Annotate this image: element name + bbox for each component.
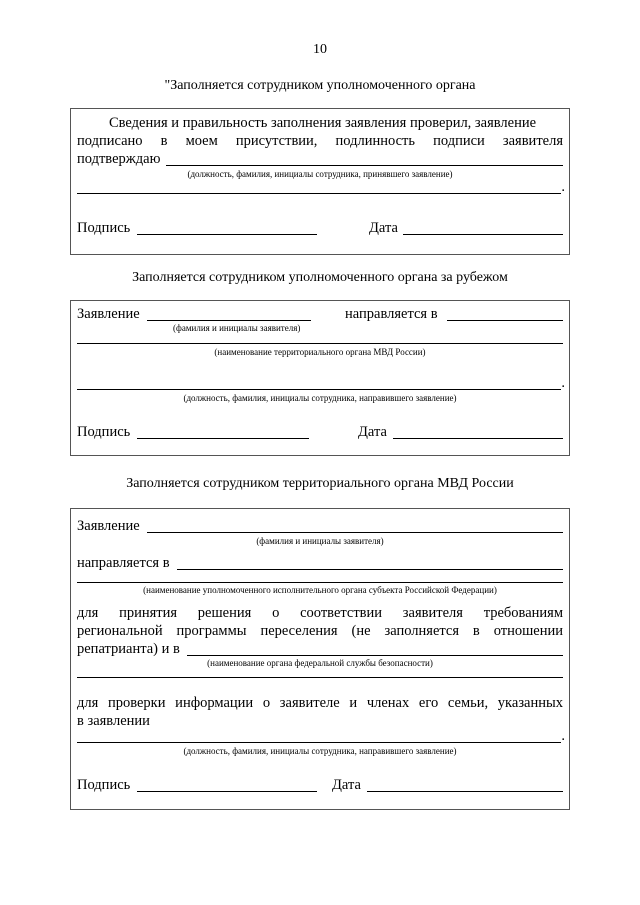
s1-signature-label: Подпись xyxy=(77,220,131,236)
s2-date-label: Дата xyxy=(358,424,387,440)
section3-box xyxy=(70,508,570,810)
s3-position-line[interactable] xyxy=(77,742,561,743)
s2-name-line[interactable] xyxy=(147,320,311,321)
s1-confirm-line[interactable] xyxy=(166,165,563,166)
s2-sent-to-label: направляется в xyxy=(345,306,438,322)
s1-line-end-dot: . xyxy=(561,179,565,195)
s3-signature-line[interactable] xyxy=(137,791,317,792)
section3-heading: Заполняется сотрудником территориального органа МВД России xyxy=(126,476,514,491)
s2-destination-line[interactable] xyxy=(447,320,563,321)
s1-date-line[interactable] xyxy=(403,234,563,235)
s2-date-line[interactable] xyxy=(393,438,563,439)
s1-text-line1: Сведения и правильность заполнения заявления проверил, заявление xyxy=(109,115,537,131)
s2-application-label: Заявление xyxy=(77,306,140,322)
s1-caption-position: (должность, фамилия, инициалы сотрудника, принявшего заявление) xyxy=(187,169,453,179)
s1-position-line[interactable] xyxy=(77,193,561,194)
s1-text-line2: подписано в моем присутствии, подлинность подписи заявителя xyxy=(77,133,563,149)
s1-date-label: Дата xyxy=(369,220,398,236)
s2-caption-territorial: (наименование территориального органа МВД России) xyxy=(214,347,426,357)
s2-caption-name: (фамилия и инициалы заявителя) xyxy=(173,323,301,333)
s3-para1-line3: репатрианта) и в xyxy=(77,641,180,657)
s2-signature-label: Подпись xyxy=(77,424,131,440)
section1-heading: "Заполняется сотрудником уполномоченного органа xyxy=(164,78,476,93)
s3-para2-line2: в заявлении xyxy=(77,713,150,729)
s2-position-line[interactable] xyxy=(77,389,561,390)
s2-signature-line[interactable] xyxy=(137,438,309,439)
section2-box xyxy=(70,300,570,456)
s1-signature-line[interactable] xyxy=(137,234,317,235)
s1-text-line3: подтверждаю xyxy=(77,151,161,167)
s3-destination-line-2[interactable] xyxy=(77,582,563,583)
s3-name-line[interactable] xyxy=(147,532,563,533)
s3-application-label: Заявление xyxy=(77,518,140,534)
section1-box xyxy=(70,108,570,255)
s3-line-end-dot: . xyxy=(561,728,565,744)
s3-caption-position: (должность, фамилия, инициалы сотрудника, направившего заявление) xyxy=(183,746,457,756)
s3-para1-line2: региональной программы переселения (не заполняется в отношении xyxy=(77,623,563,639)
s2-territorial-line[interactable] xyxy=(77,343,563,344)
page-number: 10 xyxy=(313,42,327,57)
s3-destination-line[interactable] xyxy=(177,569,563,570)
s3-sent-to-label: направляется в xyxy=(77,555,170,571)
s3-date-label: Дата xyxy=(332,777,361,793)
s3-security-line[interactable] xyxy=(187,655,563,656)
s3-caption-security: (наименование органа федеральной службы безопасности) xyxy=(207,658,433,668)
s3-caption-name: (фамилия и инициалы заявителя) xyxy=(256,536,384,546)
s3-caption-authorized: (наименование уполномоченного исполнительного органа субъекта Российской Федерации) xyxy=(143,585,497,595)
s3-para2-line1: для проверки информации о заявителе и членах его семьи, указанных xyxy=(77,695,563,711)
s2-caption-position: (должность, фамилия, инициалы сотрудника, направившего заявление) xyxy=(183,393,457,403)
s3-security-line-2[interactable] xyxy=(77,677,563,678)
s3-para1-line1: для принятия решения о соответствии заявителя требованиям xyxy=(77,605,563,621)
s3-date-line[interactable] xyxy=(367,791,563,792)
s2-line-end-dot: . xyxy=(561,375,565,391)
s3-signature-label: Подпись xyxy=(77,777,131,793)
section2-heading: Заполняется сотрудником уполномоченного органа за рубежом xyxy=(132,270,508,285)
